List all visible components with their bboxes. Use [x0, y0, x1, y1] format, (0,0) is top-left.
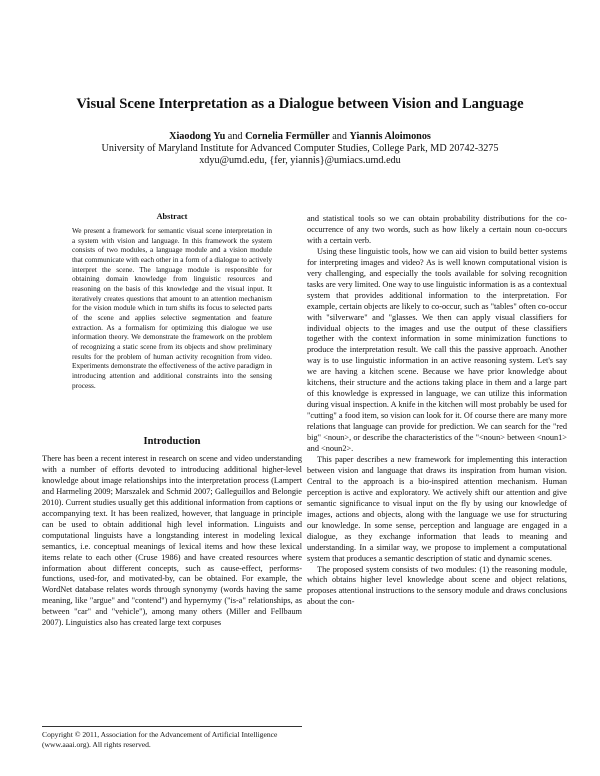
- author-name: Yiannis Aloimonos: [349, 131, 431, 142]
- paper-title: Visual Scene Interpretation as a Dialogue between Vision and Language: [76, 96, 524, 112]
- author-name: Cornelia Fermüller: [245, 131, 330, 142]
- paragraph: and statistical tools so we can obtain probability distributions for the co-occurrence of any two words, such as how likely a certain noun co-occurs with a certain verb.: [307, 214, 567, 245]
- author-names: [40, 131, 560, 143]
- introduction-heading: Introduction: [143, 436, 201, 447]
- paragraph: There has been a recent interest in research on scene and video understanding with a number of efforts devoted to introducing additional higher-level knowledge about image relationships into the interpretation process (Lampert and Harmeling 2009; Marszalek and Schmid 2007; Galleguillos and Belongie 2010). Current studies usually get this additional information from captions or accompanying text. It has been realized, however, that language in principle can be used to obtain additional high level information. Linguists and computational linguists have a longstanding interest in modeling lexical semantics, i.e. conceptual meanings of lexical items and how these lexical items relate to each other (Cruse 1986) and have created resources where information about different concepts, such as cause-effect, performs-functions, used-for, and motivated-by, can be obtained. For example, the WordNet database relates words through synonymy (words having the same meaning, like "argue" and "contend") and hypernymy ("is-a" relationships, as between "car" and "vehicle"), among many others (Miller and Fellbaum 2007). Linguistics also has created large text corpuses: [42, 454, 302, 628]
- author-block: [40, 131, 560, 167]
- author-name: Xiaodong Yu: [169, 131, 226, 142]
- author-connector: and: [332, 131, 347, 142]
- paragraph: This paper describes a new framework for implementing this interaction between vision and language that draws its inspiration from human vision. Central to the approach is a bio-inspired attention mechanism. Human perception is active and exploratory. We actively shift our attention and give semantic significance to visual input on the fly by using our knowledge of images, actions and objects, along with the language we use for structuring our knowledge. In some sense, perception and language are engaged in a dialogue, as they exchange information that leads to meaning and understanding. In a similar way, we propose to implement a computational system that produces a semantic description of static and dynamic scenes.: [307, 454, 567, 563]
- author-connector: and: [227, 131, 243, 142]
- paragraph: Using these linguistic tools, how we can aid vision to build better systems for interpreting images and video? As is well known computational vision is very challenging, and especially the tools available for solving recognition tasks are very limited. One way to use linguistic information is as a contextual system that provides additional information to the interpretation. For example, certain objects are likely to co-occur, such as "tables" often co-occur with "silverware" and "glasses. We then can apply visual classifiers for individual objects to the images and use the output of these classifiers together with the context information in some minimization functions to produce the interpretation result. We call this the passive approach. Another way is to use linguistic information in an active reasoning system. Let's say we are having a kitchen scene. Because we have prior knowledge about kitchens, their structure and the actions taking place in them and a large part of this knowledge is expressed in language, we can utilize this information during visual inspection. A knife in the kitchen will most probably be used for "cutting" a food item, so vision can look for it. Of course there are many more relations that language can provide for prediction. We can search for the "red big" <noun>, or describe the characteristics of the "<noun> between <noun1> and <noun2>.: [307, 246, 567, 454]
- right-column: [307, 214, 567, 608]
- abstract-text: We present a framework for semantic visual scene interpretation in a system with vision and language. In this framework the system consists of two modules, a language module and a vision module that communicate with each other in a form of a dialogue to actively interpret the scene. The language module is responsible for obtaining domain knowledge from linguistic resources and reasoning on the basis of this knowledge and the visual input. It iteratively creates questions that amount to an attention mechanism for the vision module which in turn shifts its focus to selected parts of the scene and applies selective segmentation and feature extraction. As a formalism for optimizing this dialogue we use information theory. We demonstrate the framework on the problem of recognizing a static scene from its objects and show preliminary results for the problem of human activity recognition from video. Experiments demonstrate the effectiveness of the active paradigm in introducing attention and additional constraints into the sensing process.: [72, 226, 272, 390]
- paragraph: The proposed system consists of two modules: (1) the reasoning module, which obtains higher level knowledge about scene and object relations, proposes attentional instructions to the sensory module and draws conclusions about the con-: [307, 564, 567, 607]
- introduction-body: [42, 454, 302, 629]
- copyright-notice: Copyright © 2011, Association for the Advancement of Artificial Intelligence (www.aaai.org). All rights reserved.: [42, 726, 302, 749]
- abstract-heading: Abstract: [156, 212, 188, 221]
- author-affiliation: University of Maryland Institute for Advanced Computer Studies, College Park, MD 20742-3275: [101, 143, 499, 154]
- abstract-body: [72, 226, 272, 390]
- author-email: xdyu@umd.edu, {fer, yiannis}@umiacs.umd.edu: [199, 155, 401, 166]
